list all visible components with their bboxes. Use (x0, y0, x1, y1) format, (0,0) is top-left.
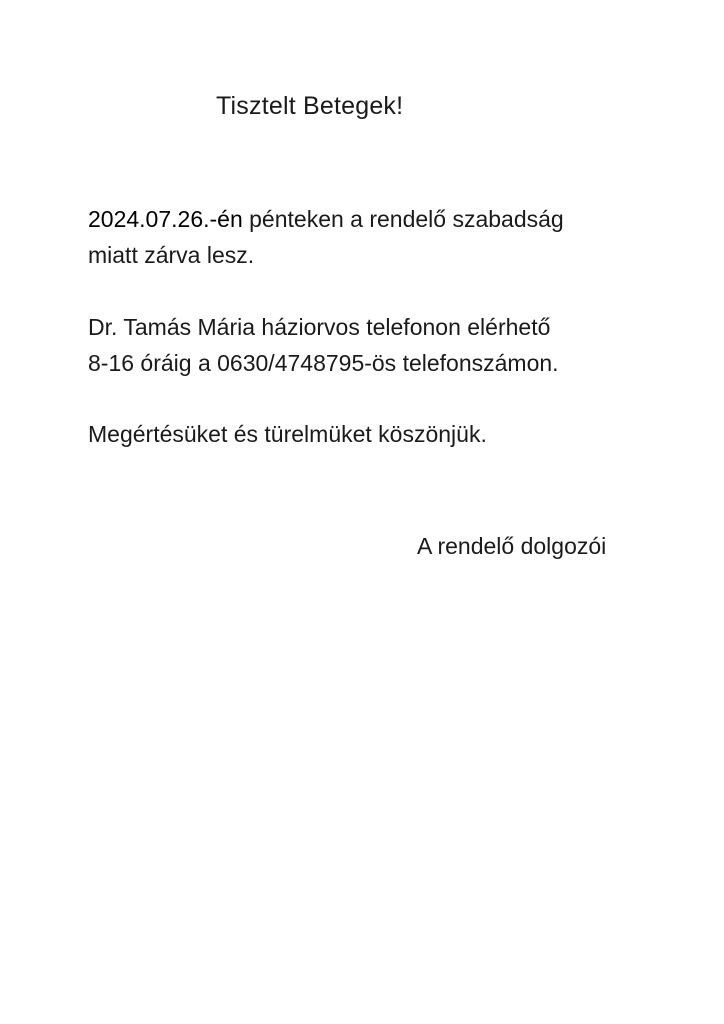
closure-date: 2024.07.26.-én (88, 206, 243, 232)
doctor-contact-line-1: Dr. Tamás Mária háziorvos telefonon elérhető (88, 314, 551, 340)
closure-line-2: miatt zárva lesz. (88, 242, 255, 268)
thanks-paragraph (88, 416, 487, 452)
closure-line-1 (88, 201, 564, 237)
signature: A rendelő dolgozói (417, 533, 607, 559)
closure-line-1-text: pénteken a rendelő szabadság (242, 206, 564, 232)
greeting-heading: Tisztelt Betegek! (216, 92, 404, 120)
doctor-contact-paragraph (88, 309, 559, 381)
thanks-line: Megértésüket és türelmüket köszönjük. (88, 421, 487, 447)
closure-paragraph (88, 201, 564, 273)
doctor-contact-line-2: 8-16 óráig a 0630/4748795-ös telefonszámon. (88, 350, 559, 376)
